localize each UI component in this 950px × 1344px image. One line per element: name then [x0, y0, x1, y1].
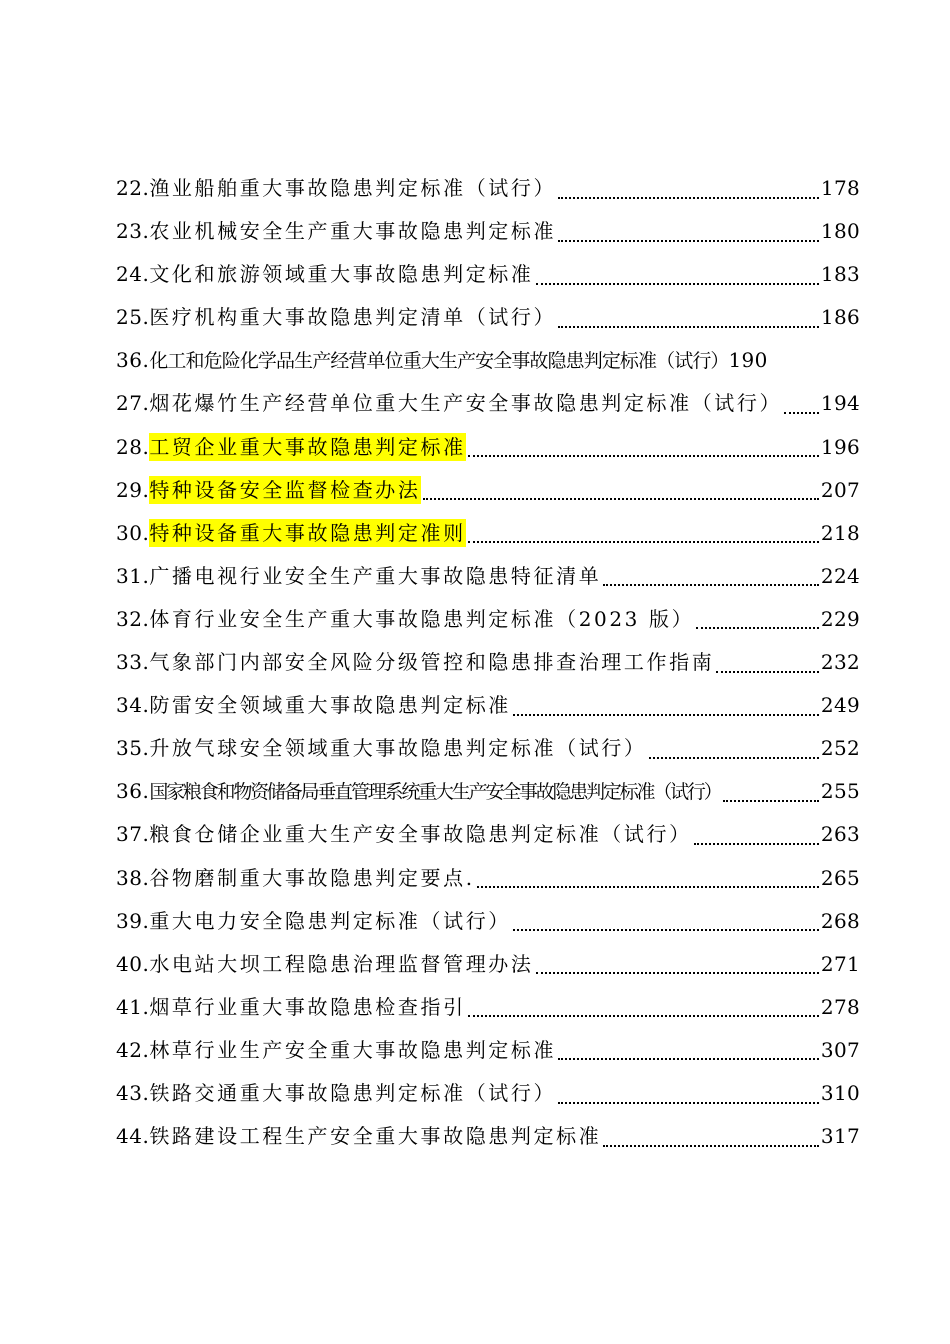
toc-entry-title-highlighted: 工贸企业重大事故隐患判定标准 — [149, 434, 466, 459]
dot-leader — [723, 786, 819, 806]
dot-leader — [603, 1131, 819, 1151]
toc-entry-page: 178 — [820, 176, 860, 200]
dot-leader — [468, 441, 819, 461]
dot-leader — [784, 398, 819, 418]
toc-entry-page: 307 — [820, 1037, 860, 1062]
toc-entry-number: 30. — [116, 520, 150, 545]
toc-entry-44[interactable] — [116, 1115, 860, 1158]
toc-entry-title: 重大电力安全隐患判定标准（试行） — [149, 908, 511, 933]
toc-entry-number: 40. — [116, 951, 150, 976]
toc-entry-page: 207 — [820, 477, 860, 502]
dot-leader — [558, 1044, 819, 1064]
dot-leader — [468, 527, 819, 547]
toc-entry-number: 36. — [116, 779, 150, 804]
toc-entry-number: 36. — [116, 348, 150, 373]
dot-leader — [423, 484, 819, 504]
toc-entry-23[interactable] — [116, 210, 860, 253]
toc-entry-31[interactable] — [116, 555, 860, 598]
toc-entry-title: 渔业船舶重大事故隐患判定标准（试行） — [149, 176, 557, 200]
toc-entry-number: 25. — [116, 305, 150, 330]
toc-entry-title: 烟花爆竹生产经营单位重大生产安全事故隐患判定标准（试行） — [149, 391, 783, 416]
toc-entry-number: 28. — [116, 434, 150, 459]
toc-entry-title: 广播电视行业安全生产重大事故隐患特征清单 — [149, 563, 602, 588]
toc-entry-page: 232 — [820, 650, 860, 675]
dot-leader — [558, 226, 819, 246]
toc-entry-32[interactable] — [116, 598, 860, 641]
toc-entry-page: 271 — [820, 951, 860, 976]
dot-leader — [513, 915, 819, 935]
toc-entry-page: 263 — [820, 822, 860, 847]
toc-entry-page: 249 — [820, 693, 860, 718]
toc-entry-page: 186 — [820, 305, 860, 330]
table-of-contents — [116, 167, 860, 1158]
toc-entry-number: 41. — [116, 994, 150, 1019]
toc-entry-title: 气象部门内部安全风险分级管控和隐患排查治理工作指南 — [149, 650, 715, 675]
toc-entry-page: 310 — [820, 1080, 860, 1105]
toc-entry-page: 229 — [820, 606, 860, 631]
toc-entry-number: 27. — [116, 391, 150, 416]
toc-entry-36-chemical[interactable] — [116, 339, 860, 382]
toc-entry-page: 196 — [820, 434, 860, 459]
toc-entry-27[interactable] — [116, 382, 860, 425]
toc-entry-37[interactable] — [116, 813, 860, 856]
toc-entry-number: 31. — [116, 563, 150, 588]
toc-entry-title: 铁路交通重大事故隐患判定标准（试行） — [149, 1080, 557, 1105]
toc-entry-title: 国家粮食和物资储备局垂直管理系统重大生产安全事故隐患判定标准（试行） — [149, 781, 721, 804]
toc-entry-page: 180 — [820, 219, 860, 244]
toc-entry-page: 317 — [820, 1124, 860, 1149]
toc-entry-24[interactable] — [116, 253, 860, 296]
toc-entry-28[interactable] — [116, 426, 860, 469]
toc-entry-title: 化工和危险化学品生产经营单位重大生产安全事故隐患判定标准（试行） — [149, 350, 729, 373]
dot-leader — [716, 657, 819, 677]
toc-entry-title: 烟草行业重大事故隐患检查指引 — [149, 994, 466, 1019]
toc-entry-number: 22. — [116, 176, 150, 200]
toc-entry-title: 升放气球安全领域重大事故隐患判定标准（试行） — [149, 736, 647, 761]
toc-entry-number: 23. — [116, 219, 150, 244]
toc-entry-number: 38. — [116, 865, 150, 890]
toc-entry-number: 33. — [116, 650, 150, 675]
toc-entry-25[interactable] — [116, 296, 860, 339]
toc-entry-title: 谷物磨制重大事故隐患判定要点. — [149, 865, 475, 890]
toc-entry-page: 183 — [820, 262, 860, 287]
toc-entry-number: 35. — [116, 736, 150, 761]
toc-entry-page: 265 — [820, 865, 860, 890]
toc-entry-34[interactable] — [116, 684, 860, 727]
toc-entry-title: 防雷安全领域重大事故隐患判定标准 — [149, 693, 511, 718]
toc-entry-number: 32. — [116, 606, 150, 631]
toc-entry-title: 体育行业安全生产重大事故隐患判定标准（2023 版） — [149, 606, 695, 631]
toc-entry-title-highlighted: 特种设备安全监督检查办法 — [149, 477, 421, 502]
dot-leader — [696, 613, 819, 633]
toc-entry-30[interactable] — [116, 512, 860, 555]
toc-entry-number: 42. — [116, 1037, 150, 1062]
dot-leader — [649, 743, 819, 763]
toc-entry-38[interactable] — [116, 857, 860, 900]
toc-entry-page: 224 — [820, 563, 860, 588]
dot-leader — [468, 1001, 819, 1021]
toc-entry-36-grain-reserve[interactable] — [116, 770, 860, 813]
dot-leader — [558, 183, 819, 203]
dot-leader — [603, 570, 819, 590]
toc-entry-page: 190 — [728, 348, 768, 373]
dot-leader — [536, 269, 819, 289]
toc-entry-title: 水电站大坝工程隐患治理监督管理办法 — [149, 951, 534, 976]
toc-entry-page: 194 — [820, 391, 860, 416]
toc-entry-number: 34. — [116, 693, 150, 718]
dot-leader — [513, 700, 819, 720]
toc-entry-title: 农业机械安全生产重大事故隐患判定标准 — [149, 219, 557, 244]
toc-entry-page: 278 — [820, 994, 860, 1019]
toc-entry-39[interactable] — [116, 900, 860, 943]
toc-entry-29[interactable] — [116, 469, 860, 512]
toc-entry-number: 24. — [116, 262, 150, 287]
dot-leader — [694, 829, 819, 849]
toc-entry-number: 43. — [116, 1080, 150, 1105]
toc-entry-title-highlighted: 特种设备重大事故隐患判定准则 — [149, 520, 466, 545]
toc-entry-page: 255 — [820, 779, 860, 804]
toc-entry-title: 粮食仓储企业重大生产安全事故隐患判定标准（试行） — [149, 822, 692, 847]
dot-leader — [536, 958, 819, 978]
dot-leader — [477, 872, 819, 892]
toc-entry-43[interactable] — [116, 1072, 860, 1115]
toc-entry-22[interactable] — [116, 167, 860, 210]
toc-entry-title: 铁路建设工程生产安全重大事故隐患判定标准 — [149, 1124, 602, 1149]
toc-entry-number: 37. — [116, 822, 150, 847]
toc-entry-40[interactable] — [116, 943, 860, 986]
dot-leader — [558, 312, 819, 332]
toc-entry-35[interactable] — [116, 727, 860, 770]
toc-entry-41[interactable] — [116, 986, 860, 1029]
toc-entry-number: 44. — [116, 1124, 150, 1149]
toc-entry-33[interactable] — [116, 641, 860, 684]
toc-entry-title: 林草行业生产安全重大事故隐患判定标准 — [149, 1037, 557, 1062]
toc-entry-title: 医疗机构重大事故隐患判定清单（试行） — [149, 305, 557, 330]
toc-entry-number: 39. — [116, 908, 150, 933]
toc-entry-page: 252 — [820, 736, 860, 761]
dot-leader — [558, 1088, 819, 1108]
toc-entry-42[interactable] — [116, 1029, 860, 1072]
toc-entry-page: 218 — [820, 520, 860, 545]
toc-entry-title: 文化和旅游领域重大事故隐患判定标准 — [149, 262, 534, 287]
toc-entry-number: 29. — [116, 477, 150, 502]
toc-entry-page: 268 — [820, 908, 860, 933]
